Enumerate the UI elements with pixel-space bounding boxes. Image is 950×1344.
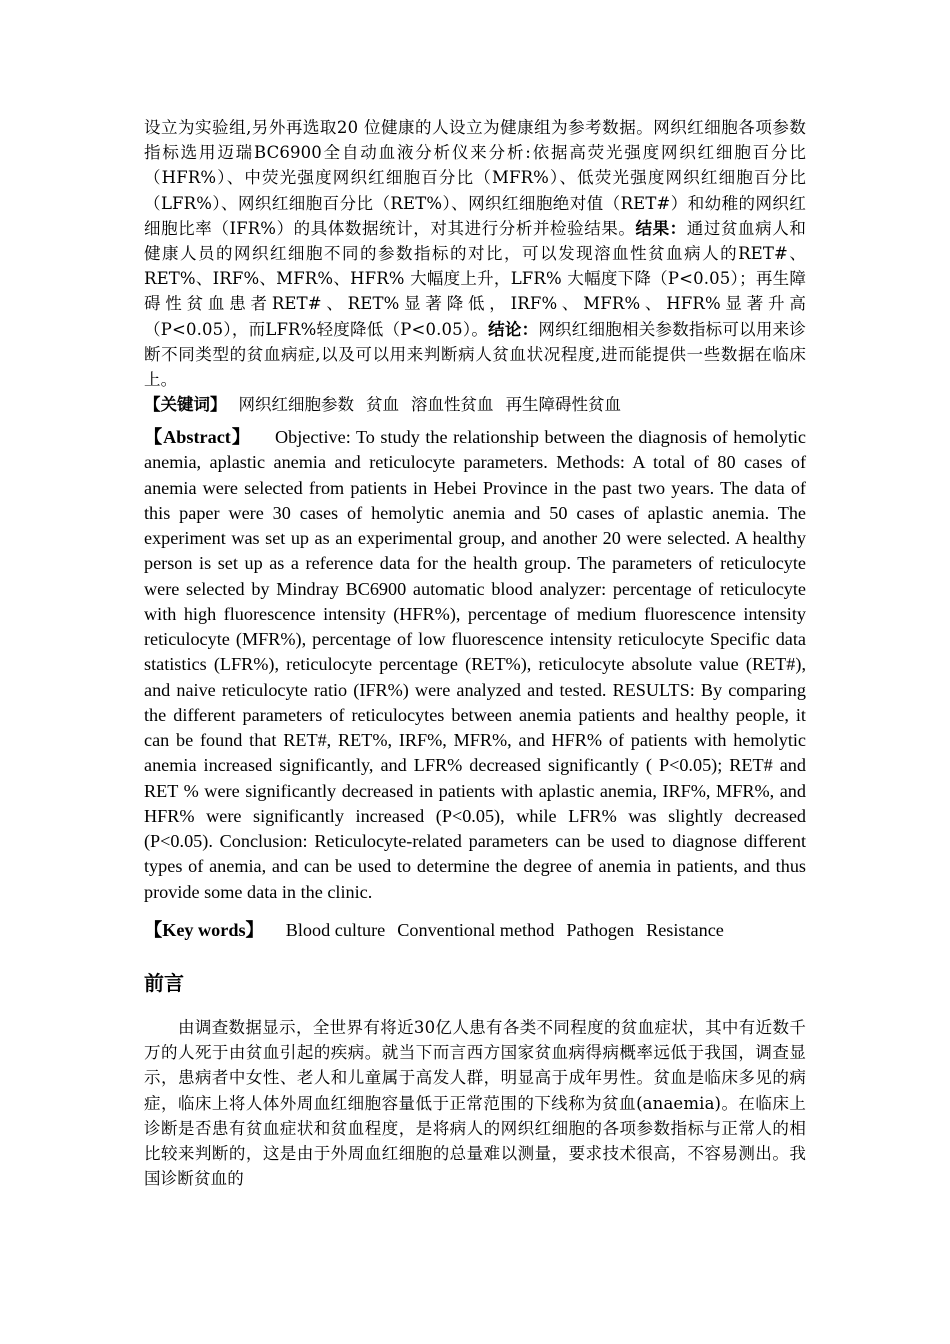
abstract-results-text: 通过贫血病人和健康人员的网织红细胞不同的参数指标的对比，可以发现溶血性贫血病人的RET#、RET%、IRF%、MFR%、HFR% 大幅度上升，LFR% 大幅度下降（P<0.05）；再生障碍性贫血患者RET#、RET%显著降低，IRF%、MFR%、HFR%显著升高（P<0.05），而LFR%轻度降低（P<0.05）。 <box>144 218 806 339</box>
abstract-conclusion-text: 网织红细胞相关参数指标可以用来诊断不同类型的贫血病症,以及可以用来判断病人贫血状况程度,进而能提供一些数据在临床上。 <box>144 319 807 390</box>
document-page <box>144 115 806 1191</box>
keyword-item: 网织红细胞参数 <box>238 395 354 415</box>
conclusion-label: 结论： <box>488 319 539 339</box>
keyword-item: 溶血性贫血 <box>411 395 494 415</box>
english-abstract-text: Objective: To study the relationship between the diagnosis of hemolytic anemia, aplastic anemia and reticulocyte parameters. Methods: A total of 80 cases of anemia were selected from patients in Hebei Province in the past two years. The data of this paper were 30 cases of hemolytic anemia and 50 cases of aplastic anemia. The experiment was set up as an experimental group, and another 20 were selected. A healthy person is set up as a reference data for the health group. The parameters of reticulocyte were selected by Mindray BC6900 automatic blood analyzer: percentage of reticulocyte with high fluorescence intensity (HFR%), percentage of medium fluorescence intensity reticulocyte (MFR%), percentage of low fluorescence intensity reticulocyte Specific data statistics (LFR%), reticulocyte percentage (RET%), reticulocyte absolute value (RET#), and naive reticulocyte ratio (IFR%) were analyzed and tested. RESULTS: By comparing the different parameters of reticulocytes between anemia patients and healthy people, it can be found that RET#, RET%, IRF%, MFR%, and HFR% of patients with hemolytic anemia increased significantly, and LFR% decreased significantly ( P<0.05); RET# and RET % were significantly decreased in patients with aplastic anemia, IRF%, MFR%, and HFR% were significantly increased (P<0.05), while LFR% was slightly decreased (P<0.05). Conclusion: Reticulocyte-related parameters can be used to diagnose different types of anemia, and can be used to determine the degree of anemia in patients, and thus provide some data in the clinic. <box>144 427 806 902</box>
chinese-keywords-label: 【关键词】 <box>144 395 227 415</box>
english-keywords-label: 【Key words】 <box>144 919 264 940</box>
keyword-item: 贫血 <box>366 395 399 415</box>
chinese-abstract-paragraph <box>144 115 806 392</box>
english-abstract-label: 【Abstract】 <box>144 427 251 448</box>
results-label: 结果： <box>635 218 687 238</box>
english-keywords <box>144 918 806 943</box>
abstract-methods-text: 设立为实验组,另外再选取20 位健康的人设立为健康组为参考数据。网织红细胞各项参数指标选用迈瑞BC6900全自动血液分析仪来分析:依据高荧光强度网织红细胞百分比（HFR%）、中荧光强度网织红细胞百分比（MFR%）、低荧光强度网织红细胞百分比（LFR%）、网织红细胞百分比（RET%）、网织红细胞绝对值（RET#）和幼稚的网织红细胞比率（IFR%）的具体数据统计，对其进行分析并检验结果。 <box>144 118 806 238</box>
keyword-item: Resistance <box>646 919 724 940</box>
section-heading-preface: 前言 <box>144 970 184 995</box>
english-abstract-paragraph <box>144 425 806 905</box>
keyword-item: Pathogen <box>566 919 635 940</box>
keyword-item: Conventional method <box>397 919 555 940</box>
chinese-keywords <box>144 392 806 417</box>
introduction-paragraph: 由调查数据显示，全世界有将近30亿人患有各类不同程度的贫血症状，其中有近数千万的人死于由贫血引起的疾病。就当下而言西方国家贫血病得病概率远低于我国，调查显示，患病者中女性、老人和儿童属于高发人群，明显高于成年男性。贫血是临床多见的病症，临床上将人体外周血红细胞容量低于正常范围的下线称为贫血(anaemia)。在临床上诊断是否患有贫血症状和贫血程度，是将病人的网织红细胞的各项参数指标与正常人的相比较来判断的，这是由于外周血红细胞的总量难以测量，要求技术很高，不容易测出。我国诊断贫血的 <box>144 1017 806 1189</box>
keyword-item: 再生障碍性贫血 <box>505 395 621 415</box>
keyword-item: Blood culture <box>285 919 386 940</box>
